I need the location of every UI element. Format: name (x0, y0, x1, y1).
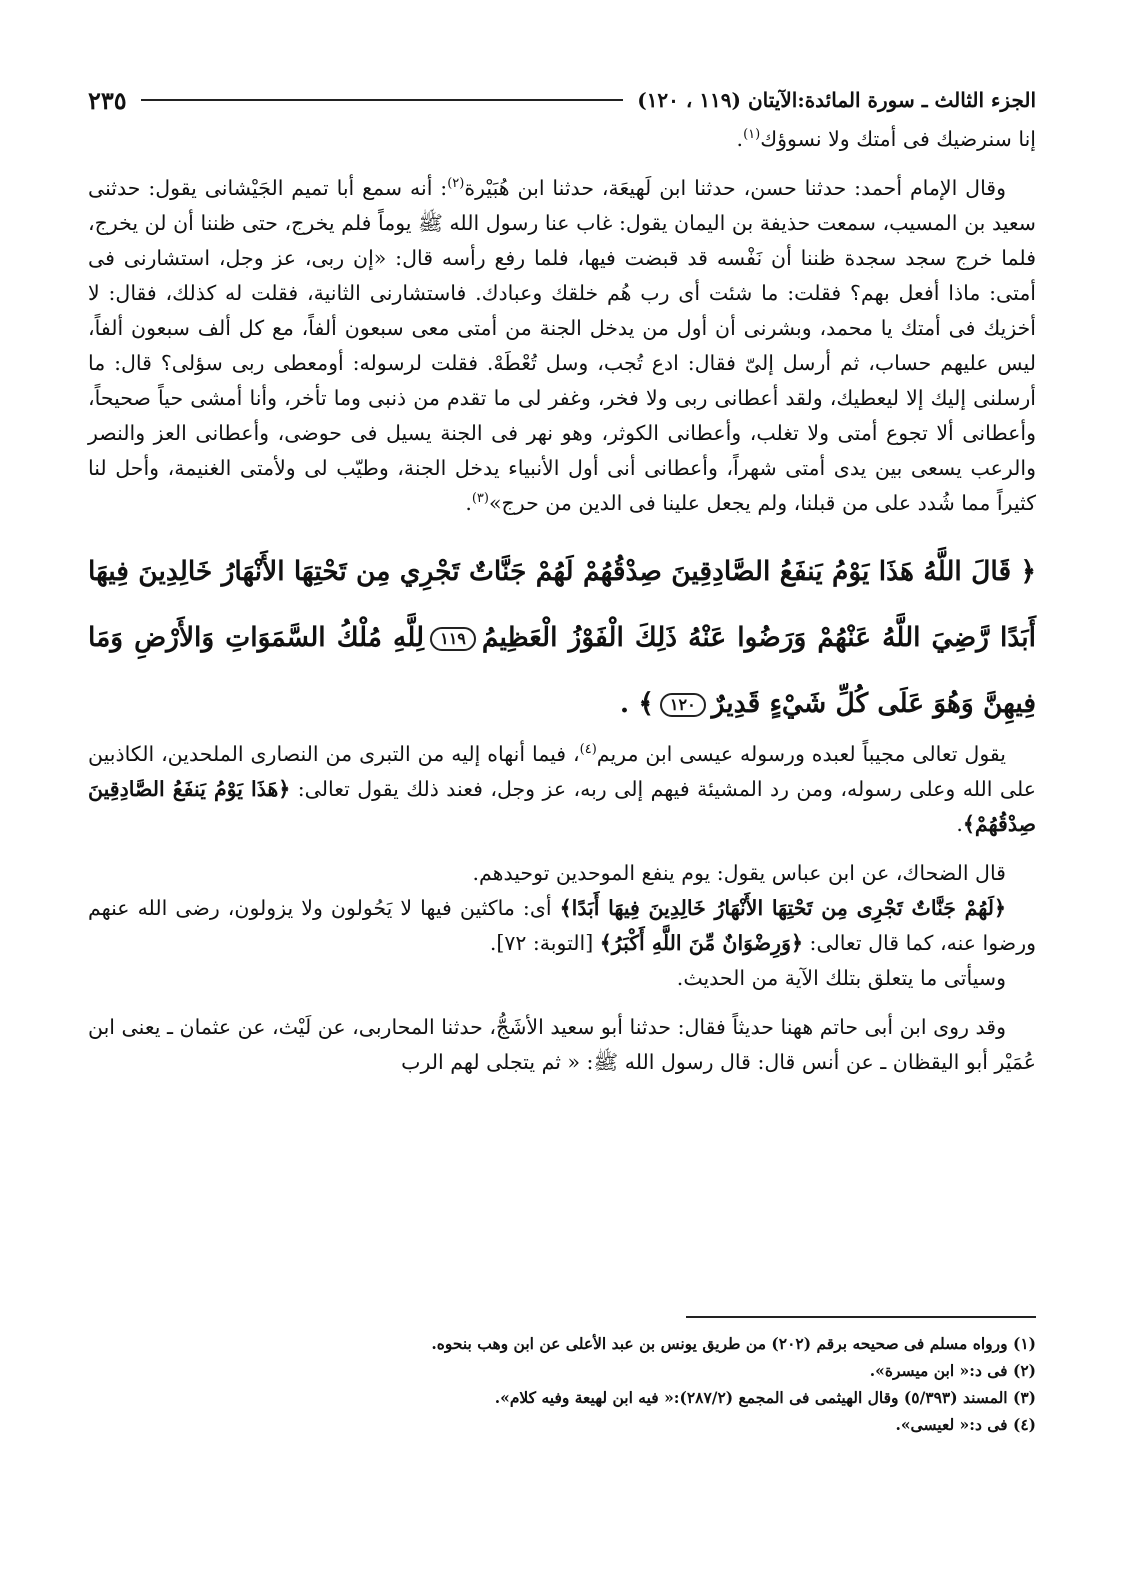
text: إنا سنرضيك فى أمتك ولا نسوؤك (760, 127, 1036, 151)
footnote-rule (686, 1316, 1036, 1318)
footnote-ref[interactable]: (٢) (447, 176, 465, 192)
text: أى: ماكثين فيها لا يَحُولون ولا يزولون، رضى الله عنهم ورضوا عنه، كما قال تعالى: (88, 896, 1036, 955)
quran-quote: ﴿وَرِضْوَانٌ مِّنَ اللَّهِ أَكْبَرُ﴾ (599, 931, 803, 955)
text: : أنه سمع أبا تميم الجَيْشانى يقول: حدثنى سعيد بن المسيب، سمعت حذيفة بن اليمان يقول: غاب عنا رسول الله ﷺ يوماً فلم يخرج، حتى ظننا أن لن يخرج، فلما خرج سجد سجدة ظننا أن نَفْسه قد قبضت فيها، فلما رفع رأسه قال: «إن ربى، عز وجل، استشارنى فى أمتى: ماذا أفعل بهم؟ فقلت: ما شئت أى رب هُم خلقك وعبادك. فاستشارنى الثانية، فقلت له كذلك، فقال: لا أخزيك فى أمتك يا محمد، وبشرنى أن أول من يدخل الجنة من أمتى معى سبعون ألفاً، مع كل ألف سبعون ألفاً، ليس عليهم حساب، ثم أرسل إلىّ فقال: ادع تُجب، وسل تُعْطَهْ. فقلت لرسوله: أومعطى ربى سؤلى؟ قال: ما أرسلنى إليك إلا ليعطيك، ولقد أعطانى ربى ولا فخر، وغفر لى ما تقدم من ذنبى وما تأخر، وأنا أمشى حياً صحيحاً، وأعطانى ألا تجوع أمتى ولا تغلب، وأعطانى الكوثر، وهو نهر فى الجنة يسيل فى حوضى، وأعطانى العز والنصر والرعب يسعى بين يدى أمتى شهراً، وأعطانى أنى أول الأنبياء يدخل الجنة، وطيّب لى ولأمتى الغنيمة، وأحل لنا كثيراً مما شُدد على من قبلنا، ولم يجعل علينا فى الدين من حرج» (88, 176, 1036, 515)
quran-verse-block (88, 539, 1036, 737)
footnote: (٣) المسند (٥/٣٩٣) وقال الهيثمى فى المجمع (٢٨٧/٢):« فيه ابن لهيعة وفيه كلام». (494, 1387, 1036, 1407)
footnote-ref[interactable]: (٣) (471, 491, 489, 507)
text: يقول تعالى مجيباً لعبده ورسوله عيسى ابن مريم (596, 742, 1006, 766)
text: . (736, 127, 744, 151)
verse-text: ﴾ . (619, 688, 654, 719)
paragraph-tafsir (88, 737, 1036, 842)
text: . (465, 491, 472, 515)
ayah-number-badge: ١١٩ (430, 627, 476, 651)
footnote-ref[interactable]: (١) (743, 127, 761, 143)
running-header (88, 78, 1036, 122)
quran-quote: ﴿لَهُمْ جَنَّاتٌ تَجْرِى مِن تَحْتِهَا الأَنْهَارُ خَالِدِينَ فِيهَا أَبَدًا﴾ (559, 896, 1006, 920)
verse-text: ﴿ قَالَ اللَّهُ هَذَا يَوْمُ يَنفَعُ الصَّادِقِينَ صِدْقُهُمْ لَهُمْ جَنَّاتٌ تَجْرِي مِن تَحْتِهَا الأَنْهَارُ خَالِدِينَ فِيهَا أَبَدًا رَّضِيَ اللَّهُ عَنْهُمْ وَرَضُوا عَنْهُ ذَلِكَ الْفَوْزُ الْعَظِيمُ (88, 556, 1036, 653)
ayah-number-badge: ١٢٠ (660, 693, 706, 717)
quran-quote: ﴿هَذَا يَوْمُ يَنفَعُ الصَّادِقِينَ صِدْقُهُمْ﴾ (88, 777, 1036, 836)
text: . (956, 812, 963, 836)
paragraph-hadith-note: وسيأتى ما يتعلق بتلك الآية من الحديث. (676, 966, 1006, 990)
text: وقال الإمام أحمد: حدثنا حسن، حدثنا ابن لَهيعَة، حدثنا ابن هُبَيْرة (464, 176, 1007, 200)
verse-text: لِلَّهِ مُلْكُ السَّمَوَاتِ وَالأَرْضِ وَمَا فِيهِنَّ وَهُوَ عَلَى كُلِّ شَيْءٍ قَدِيرٌ (88, 622, 1036, 719)
footnote: (١) ورواه مسلم فى صحيحه برقم (٢٠٢) من طريق يونس بن عبد الأعلى عن ابن وهب بنحوه. (431, 1333, 1036, 1353)
footnote: (٢) فى د:« ابن ميسرة». (869, 1360, 1036, 1380)
header-rule (141, 99, 624, 101)
footnotes-section (88, 1316, 1036, 1438)
paragraph-hadith (88, 171, 1036, 521)
paragraph-ibn-abi-hatim: وقد روى ابن أبى حاتم ههنا حديثاً فقال: حدثنا أبو سعيد الأشَجُّ، حدثنا المحاربى، عن لَيْث، عن عثمان ـ يعنى ابن عُمَيْر أبو اليقظان ـ عن أنس قال: قال رسول الله ﷺ: « ثم يتجلى لهم الرب (88, 1015, 1036, 1074)
running-title: الجزء الثالث ـ سورة المائدة:الآيتان (١١٩ ، ١٢٠) (637, 88, 1036, 112)
page-number: ٢٣٥ (88, 85, 127, 115)
footnote-ref[interactable]: (٤) (579, 742, 597, 758)
book-page (88, 78, 1036, 1080)
paragraph-1 (88, 122, 1036, 157)
paragraph-verse-explanation (88, 891, 1036, 961)
footnote: (٤) فى د:« لعيسى». (895, 1414, 1036, 1434)
citation: [التوبة: ٧٢]. (489, 931, 594, 955)
text: ، فيما أنهاه إليه من التبرى من النصارى الملحدين، الكاذبين على الله وعلى رسوله، ومن رد المشيئة فيهم إلى ربه، عز وجل، فعند ذلك يقول تعالى: (88, 742, 1036, 801)
paragraph-dahhak: قال الضحاك، عن ابن عباس يقول: يوم ينفع الموحدين توحيدهم. (472, 861, 1006, 885)
